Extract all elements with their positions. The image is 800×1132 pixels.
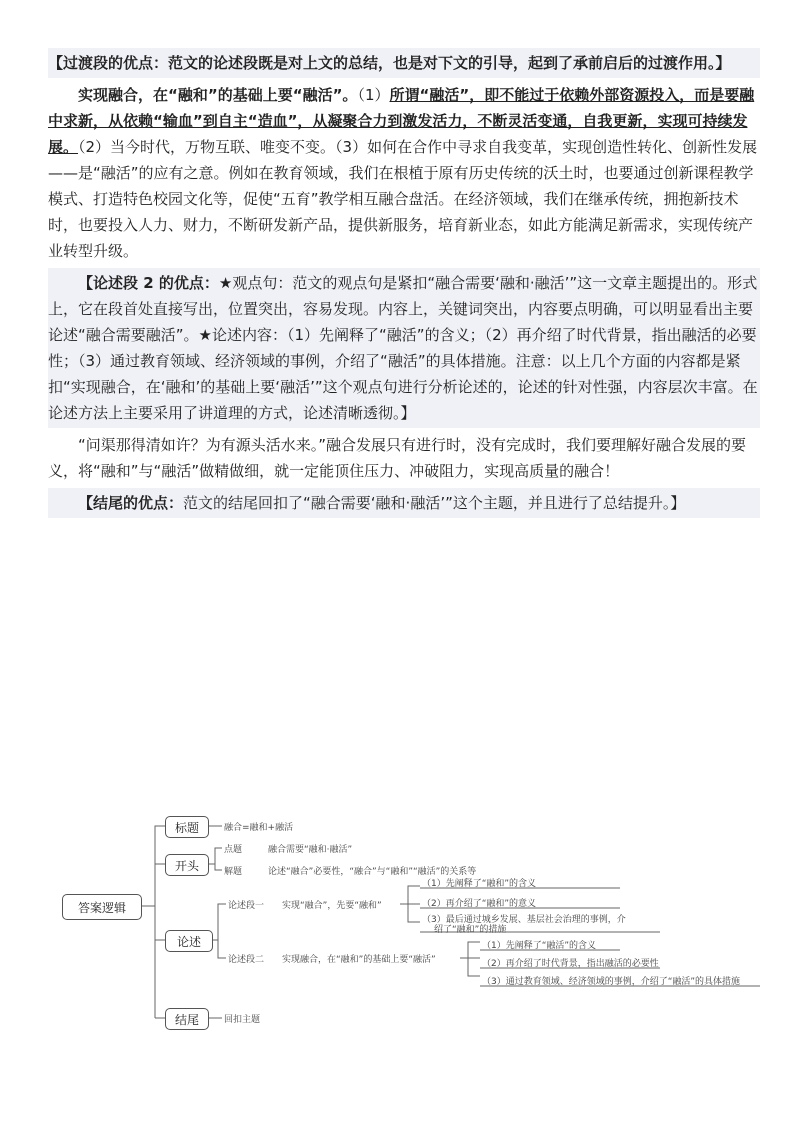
title-leaf: 融合=融和+融活 — [224, 823, 294, 833]
mind-map-lines — [60, 808, 760, 1028]
intro-leaf-value-2: 论述“融合”必要性，“融合”与“融和”“融活”的关系等 — [268, 867, 477, 877]
definition-sentence: 所谓“融活”，即不能过于依赖外部资源投入，而是要融中求新，从依赖“输血”到自主“造血”，从凝聚合力到激发活力，不断灵活变通，自我更新，实现可持续发展。 — [48, 86, 755, 156]
segment-2-point-b: （2）再介绍了时代背景，指出融活的必要性 — [482, 959, 659, 969]
ending-node-label: 结尾 — [174, 1012, 199, 1027]
article-text — [48, 48, 760, 522]
annotation-ending — [48, 488, 760, 518]
mind-map — [60, 808, 760, 1028]
body-node-label: 论述 — [176, 934, 201, 949]
intro-leaf-value-1: 融合需要“融和·融活” — [268, 845, 353, 855]
annotation-ending-body: 范文的结尾回扣了“融合需要‘融和·融活’”这个主题，并且进行了总结提升。】 — [183, 494, 686, 512]
body-node — [165, 930, 213, 952]
segment-1-point-b: （2）再介绍了“融和”的意义 — [422, 899, 537, 909]
intro-node — [165, 854, 209, 876]
annotation-argument-2 — [48, 268, 760, 428]
segment-1-point-a: （1）先阐释了“融和”的含义 — [422, 879, 537, 889]
number-marker: （1） — [357, 86, 390, 104]
segment-2-key: 论述段二 — [228, 955, 265, 965]
intro-node-label: 开头 — [174, 858, 199, 873]
segment-2-value: 实现融合，在“融和”的基础上要“融活” — [282, 955, 436, 965]
segment-1-value: 实现“融合”，先要“融和” — [282, 901, 382, 911]
annotation-ending-heading: 【结尾的优点： — [78, 494, 184, 512]
viewpoint-sentence: 实现融合，在“融和”的基础上要“融活”。 — [78, 86, 358, 104]
segment-2-point-c: （3）通过教育领域、经济领域的事例，介绍了“融活”的具体措施 — [482, 977, 741, 987]
closing-paragraph — [48, 432, 760, 484]
root-node — [62, 894, 142, 920]
root-label: 答案逻辑 — [77, 900, 126, 915]
segment-1-point-c-line1: （3）最后通过城乡发展、基层社会治理的事例，介 — [422, 915, 626, 925]
paragraph-rest: （2）当今时代，万物互联、唯变不变。（3）如何在合作中寻求自我变革，实现创造性转化、创新性发展——是“融活”的应有之意。例如在教育领域，我们在根植于原有历史传统的沃土时，也要通过创新课程教学模式、打造特色校园文化等，促使“五育”教学相互融合盘活。在经济领域，我们在继承传统，拥抱新技术时，也要投入人力、财力，不断研发新产品，提供新服务，培育新业态，如此方能满足新需求，实现传统产业转型升级。 — [48, 138, 758, 260]
ending-node — [165, 1008, 209, 1030]
title-node — [165, 816, 209, 838]
ending-leaf: 回扣主题 — [224, 1015, 261, 1025]
intro-leaf-key-1: 点题 — [224, 845, 243, 855]
segment-1-point-c-line2: 绍了“融和”的措施 — [434, 925, 507, 935]
annotation-body: ★观点句：范文的观点句是紧扣“融合需要‘融和·融活’”这一文章主题提出的。形式上，它在段首处直接写出，位置突出，容易发现。内容上，关键词突出，内容要点明确，可以明显看出主要论述“融合需要融活”。★论述内容：（1）先阐释了“融活”的含义；（2）再介绍了时代背景，指出融活的必要性；（3）通过教育领域、经济领域的事例，介绍了“融活”的具体措施。注意：以上几个方面的内容都是紧扣“实现融合，在‘融和’的基础上要‘融活’”这个观点句进行分析论述的，论述的针对性强，内容层次丰富。在论述方法上主要采用了讲道理的方式，论述清晰透彻。】 — [48, 274, 758, 422]
body-paragraph-2 — [48, 82, 760, 264]
segment-1-key: 论述段一 — [228, 901, 265, 911]
intro-leaf-key-2: 解题 — [224, 867, 243, 877]
annotation-transition — [48, 48, 760, 78]
annotation-transition-text: 【过渡段的优点：范文的论述段既是对上文的总结，也是对下文的引导，起到了承前启后的过渡作用。】 — [48, 54, 731, 72]
title-node-label: 标题 — [174, 820, 199, 835]
annotation-heading: 【论述段 2 的优点： — [78, 274, 219, 292]
segment-2-point-a: （1）先阐释了“融活”的含义 — [482, 941, 597, 951]
closing-text: “问渠那得清如许？为有源头活水来。”融合发展只有进行时，没有完成时，我们要理解好融合发展的要义，将“融和”与“融活”做精做细，就一定能顶住压力、冲破阻力，实现高质量的融合！ — [48, 436, 747, 480]
